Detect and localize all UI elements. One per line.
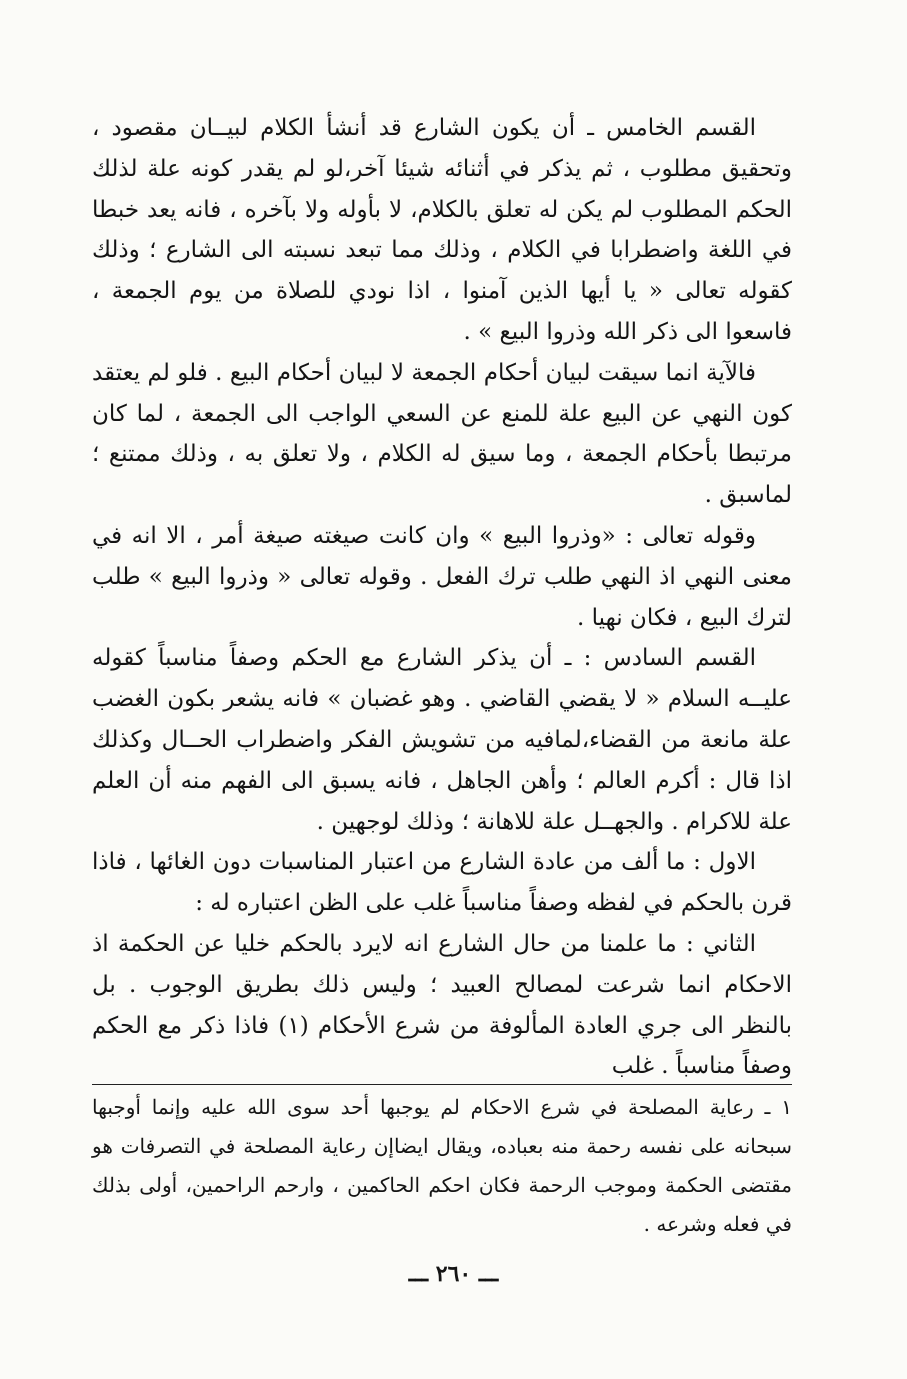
page-number: ـــ ٢٦٠ ـــ [408, 1261, 499, 1287]
paragraph-command-meaning: وقوله تعالى : «وذروا البيع » وان كانت صيغته صيغة أمر ، الا انه في معنى النهي اذ النهي طلب ترك الفعل . وقوله تعالى « وذروا البيع » طلب لترك البيع ، فكان نهيا . [92, 522, 792, 631]
paragraph-section-five: القسم الخامس ـ أن يكون الشارع قد أنشأ الكلام لبيــان مقصود ، وتحقيق مطلوب ، ثم يذكر في أثنائه شيئا آخر،لو لم يقدر كونه علة لذلك الحكم المطلوب لم يكن له تعلق بالكلام، لا بأوله ولا بآخره ، فانه يعد خبطا في اللغة واضطرابا في الكلام ، وذلك مما تبعد نسبته الى الشارع ؛ وذلك كقوله تعالى « يا أيها الذين آمنوا ، اذا نودي للصلاة من يوم الجمعة ، فاسعوا الى ذكر الله وذروا البيع » . [92, 115, 792, 345]
paragraph-section-six: القسم السادس : ـ أن يذكر الشارع مع الحكم وصفاً مناسباً كقوله عليــه السلام « لا يقضي القاضي . وهو غضبان » فانه يشعر بكون الغضب علة مانعة من القضاء،لمافيه من تشويش الفكر واضطراب الحــال وكذلك اذا قال : أكرم العالم ؛ وأهن الجاهل ، فانه يسبق الى الفهم منه أن العلم علة للاكرام . والجهــل علة للاهانة ؛ وذلك لوجهين . [92, 645, 792, 835]
paragraph-verse-explanation: فالآية انما سيقت لبيان أحكام الجمعة لا لبيان أحكام البيع . فلو لم يعتقد كون النهي عن البيع علة للمنع عن السعي الواجب الى الجمعة ، لما كان مرتبطا بأحكام الجمعة ، وما سيق له الكلام ، ولا تعلق به ، وذلك ممتنع ؛ لماسبق . [92, 359, 792, 509]
footnotes [92, 1088, 792, 1244]
footnote-separator [92, 1084, 792, 1085]
main-text [92, 108, 792, 1087]
paragraph-second-reason: الثاني : ما علمنا من حال الشارع انه لايرد بالحكم خليا عن الحكمة اذ الاحكام انما شرعت لمصالح العبيد ؛ وليس ذلك بطريق الوجوب . بل بالنظر الى جري العادة المألوفة من شرع الأحكام (١) فاذا ذكر مع الحكم وصفاً مناسباً . غلب [92, 930, 792, 1080]
paragraph-first-reason: الاول : ما ألف من عادة الشارع من اعتبار المناسبات دون الغائها ، فاذا قرن بالحكم في لفظه وصفاً مناسباً غلب على الظن اعتباره له : [92, 849, 792, 917]
footnote-1: ١ ـ رعاية المصلحة في شرع الاحكام لم يوجبها أحد سوى الله عليه وإنما أوجبها سبحانه على نفسه رحمة منه بعباده، ويقال ايضاإن رعاية المصلحة في التصرفات هو مقتضى الحكمة وموجب الرحمة فكان احكم الحاكمين ، وارحم الراحمين، أولى بذلك في فعله وشرعه . [92, 1095, 792, 1236]
